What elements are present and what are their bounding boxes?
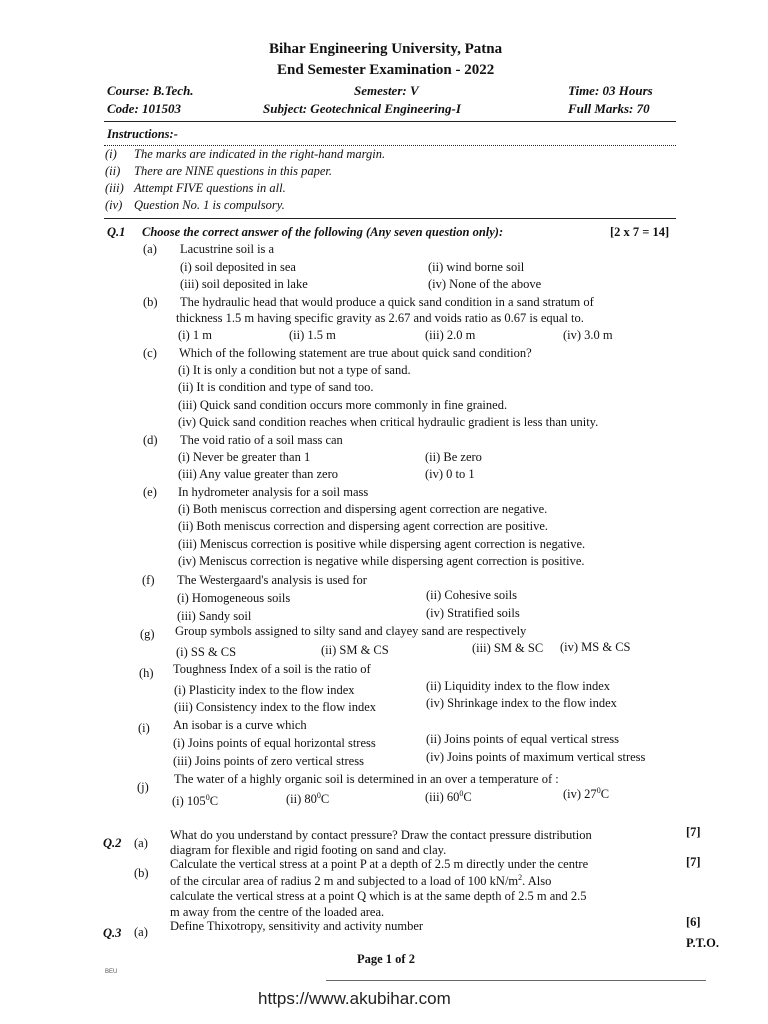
option: (ii) $80^0C$ xyxy=(286,791,330,807)
option: (ii) Cohesive soils xyxy=(426,588,517,602)
paper-code: Code: 101503 xyxy=(107,101,182,116)
option: (iii) Meniscus correction is positive while dispersing agent correction is negative. xyxy=(178,537,586,551)
q1i-stem: An isobar is a curve which xyxy=(173,718,307,732)
instruction-num: (iii) xyxy=(105,181,124,195)
option: (iv) None of the above xyxy=(428,277,542,291)
option: (i) $105^0C$ xyxy=(172,793,219,809)
option: (ii) Both meniscus correction and dispersing agent correction are positive. xyxy=(178,519,549,533)
option: (iii) Consistency index to the flow index xyxy=(174,700,377,714)
option: (iii) Any value greater than zero xyxy=(178,467,338,481)
q1a-stem: Lacustrine soil is a xyxy=(180,242,275,256)
option: (iv) Meniscus correction is negative while dispersing agent correction is positive. xyxy=(178,554,585,568)
option: (iv) Quick sand condition reaches when critical hydraulic gradient is less than unity. xyxy=(178,415,599,429)
source-url: https://www.akubihar.com xyxy=(258,989,451,1008)
q3a-label: (a) xyxy=(134,925,148,939)
q3-number: Q.3 xyxy=(103,926,122,940)
q2a-line: diagram for flexible and rigid footing on sand and clay. xyxy=(170,843,447,857)
q2b-marks: [7] xyxy=(686,855,701,869)
semester: Semester: V xyxy=(354,83,419,98)
university-title: Bihar Engineering University, Patna xyxy=(269,41,503,57)
exam-title: End Semester Examination - 2022 xyxy=(277,62,495,78)
q1b-stem: The hydraulic head that would produce a quick sand condition in a sand stratum of xyxy=(180,295,594,309)
q2a-line: What do you understand by contact pressure? Draw the contact pressure distribution xyxy=(170,828,592,842)
option: (i) soil deposited in sea xyxy=(180,260,296,274)
option: (iii) SM & SC xyxy=(472,641,544,655)
q1i-label: (i) xyxy=(138,721,150,735)
option: (i) Never be greater than 1 xyxy=(178,450,311,464)
q1d-label: (d) xyxy=(143,433,158,447)
q3a-text: Define Thixotropy, sensitivity and activity number xyxy=(170,919,424,933)
instructions-divider xyxy=(104,145,676,146)
instruction-text: Attempt FIVE questions in all. xyxy=(134,181,286,195)
option: (i) Plasticity index to the flow index xyxy=(174,683,355,697)
q3a-marks: [6] xyxy=(686,915,701,929)
instruction-num: (i) xyxy=(105,147,117,161)
q1h-stem: Toughness Index of a soil is the ratio of xyxy=(173,662,371,676)
instructions-heading: Instructions:- xyxy=(107,127,178,141)
option: (ii) Be zero xyxy=(425,450,482,464)
q1c-stem: Which of the following statement are true about quick sand condition? xyxy=(179,346,532,360)
option: (iii) Quick sand condition occurs more commonly in fine grained. xyxy=(178,398,508,412)
q2b-line: m away from the centre of the loaded area. xyxy=(170,905,385,919)
header-divider xyxy=(104,121,676,122)
q1f-label: (f) xyxy=(142,573,155,587)
footer-code: BEU xyxy=(105,969,118,975)
option: (iii) $60^0C$ xyxy=(425,789,472,805)
option: (iii) Joins points of zero vertical stress xyxy=(173,754,364,768)
q1c-label: (c) xyxy=(143,346,157,360)
q1g-stem: Group symbols assigned to silty sand and clayey sand are respectively xyxy=(175,624,527,638)
instruction-text: The marks are indicated in the right-hand margin. xyxy=(134,147,386,161)
q1-instruction: Choose the correct answer of the following (Any seven question only): xyxy=(142,225,504,239)
exam-time: Time: 03 Hours xyxy=(568,83,653,98)
q2a-marks: [7] xyxy=(686,825,701,839)
option: (iv) 3.0 m xyxy=(563,328,613,342)
option: (i) Joins points of equal horizontal stress xyxy=(173,736,376,750)
option: (iv) 0 to 1 xyxy=(425,467,475,481)
q1-number: Q.1 xyxy=(107,225,126,239)
option: (iv) Stratified soils xyxy=(426,606,520,620)
option: (iv) $27^0C$ xyxy=(563,786,610,802)
option: (ii) wind borne soil xyxy=(428,260,525,274)
option: (i) SS & CS xyxy=(176,645,237,659)
course: Course: B.Tech. xyxy=(107,83,194,98)
q2-number: Q.2 xyxy=(103,836,122,850)
q2a-label: (a) xyxy=(134,836,148,850)
option: (iv) Shrinkage index to the flow index xyxy=(426,696,617,710)
q1b-label: (b) xyxy=(143,295,158,309)
q1d-stem: The void ratio of a soil mass can xyxy=(180,433,343,447)
q2b-line: calculate the vertical stress at a point Q which is at the same depth of 2.5 m and 2.5 xyxy=(170,889,587,903)
q1e-stem: In hydrometer analysis for a soil mass xyxy=(178,485,369,499)
q1b-stem-cont: thickness 1.5 m having specific gravity as 2.67 and voids ratio as 0.67 is equal to. xyxy=(176,311,584,325)
q1f-stem: The Westergaard's analysis is used for xyxy=(177,573,367,587)
option: (iii) 2.0 m xyxy=(425,328,476,342)
instruction-num: (iv) xyxy=(105,198,123,212)
full-marks: Full Marks: 70 xyxy=(568,101,650,116)
option: (i) 1 m xyxy=(178,328,213,342)
q1-marks: [2 x 7 = 14] xyxy=(610,225,670,239)
q2b-label: (b) xyxy=(134,866,149,880)
option: (i) Both meniscus correction and dispersing agent correction are negative. xyxy=(178,502,548,516)
instruction-text: Question No. 1 is compulsory. xyxy=(134,198,285,212)
option: (i) It is only a condition but not a type of sand. xyxy=(178,363,411,377)
option: (ii) It is condition and type of sand too. xyxy=(178,380,374,394)
option: (ii) 1.5 m xyxy=(289,328,336,342)
q1a-label: (a) xyxy=(143,242,157,256)
option: (iv) Joins points of maximum vertical stress xyxy=(426,750,646,764)
option: (iv) MS & CS xyxy=(560,640,631,654)
page-number: Page 1 of 2 xyxy=(357,952,415,966)
option: (ii) Liquidity index to the flow index xyxy=(426,679,610,693)
q1e-label: (e) xyxy=(143,485,157,499)
option: (iii) soil deposited in lake xyxy=(180,277,308,291)
instruction-text: There are NINE questions in this paper. xyxy=(134,164,333,178)
option: (ii) Joins points of equal vertical stress xyxy=(426,732,620,746)
subject: Subject: Geotechnical Engineering-I xyxy=(263,101,461,116)
footer-divider xyxy=(326,980,706,981)
q2b-line: of the circular area of radius 2 m and subjected to a load of 100 $kN/m^2$. Also xyxy=(170,873,552,889)
q1h-label: (h) xyxy=(139,666,154,680)
q1j-stem: The water of a highly organic soil is determined in an over a temperature of : xyxy=(174,772,559,786)
q1j-label: (j) xyxy=(137,780,149,794)
instructions-bottom-divider xyxy=(104,218,676,219)
q1g-label: (g) xyxy=(140,627,155,641)
pto: P.T.O. xyxy=(686,936,719,950)
q2b-line: Calculate the vertical stress at a point P at a depth of 2.5 m directly under the centre xyxy=(170,857,589,871)
option: (ii) SM & CS xyxy=(321,643,389,657)
instruction-num: (ii) xyxy=(105,164,121,178)
option: (i) Homogeneous soils xyxy=(177,591,291,605)
option: (iii) Sandy soil xyxy=(177,609,252,623)
